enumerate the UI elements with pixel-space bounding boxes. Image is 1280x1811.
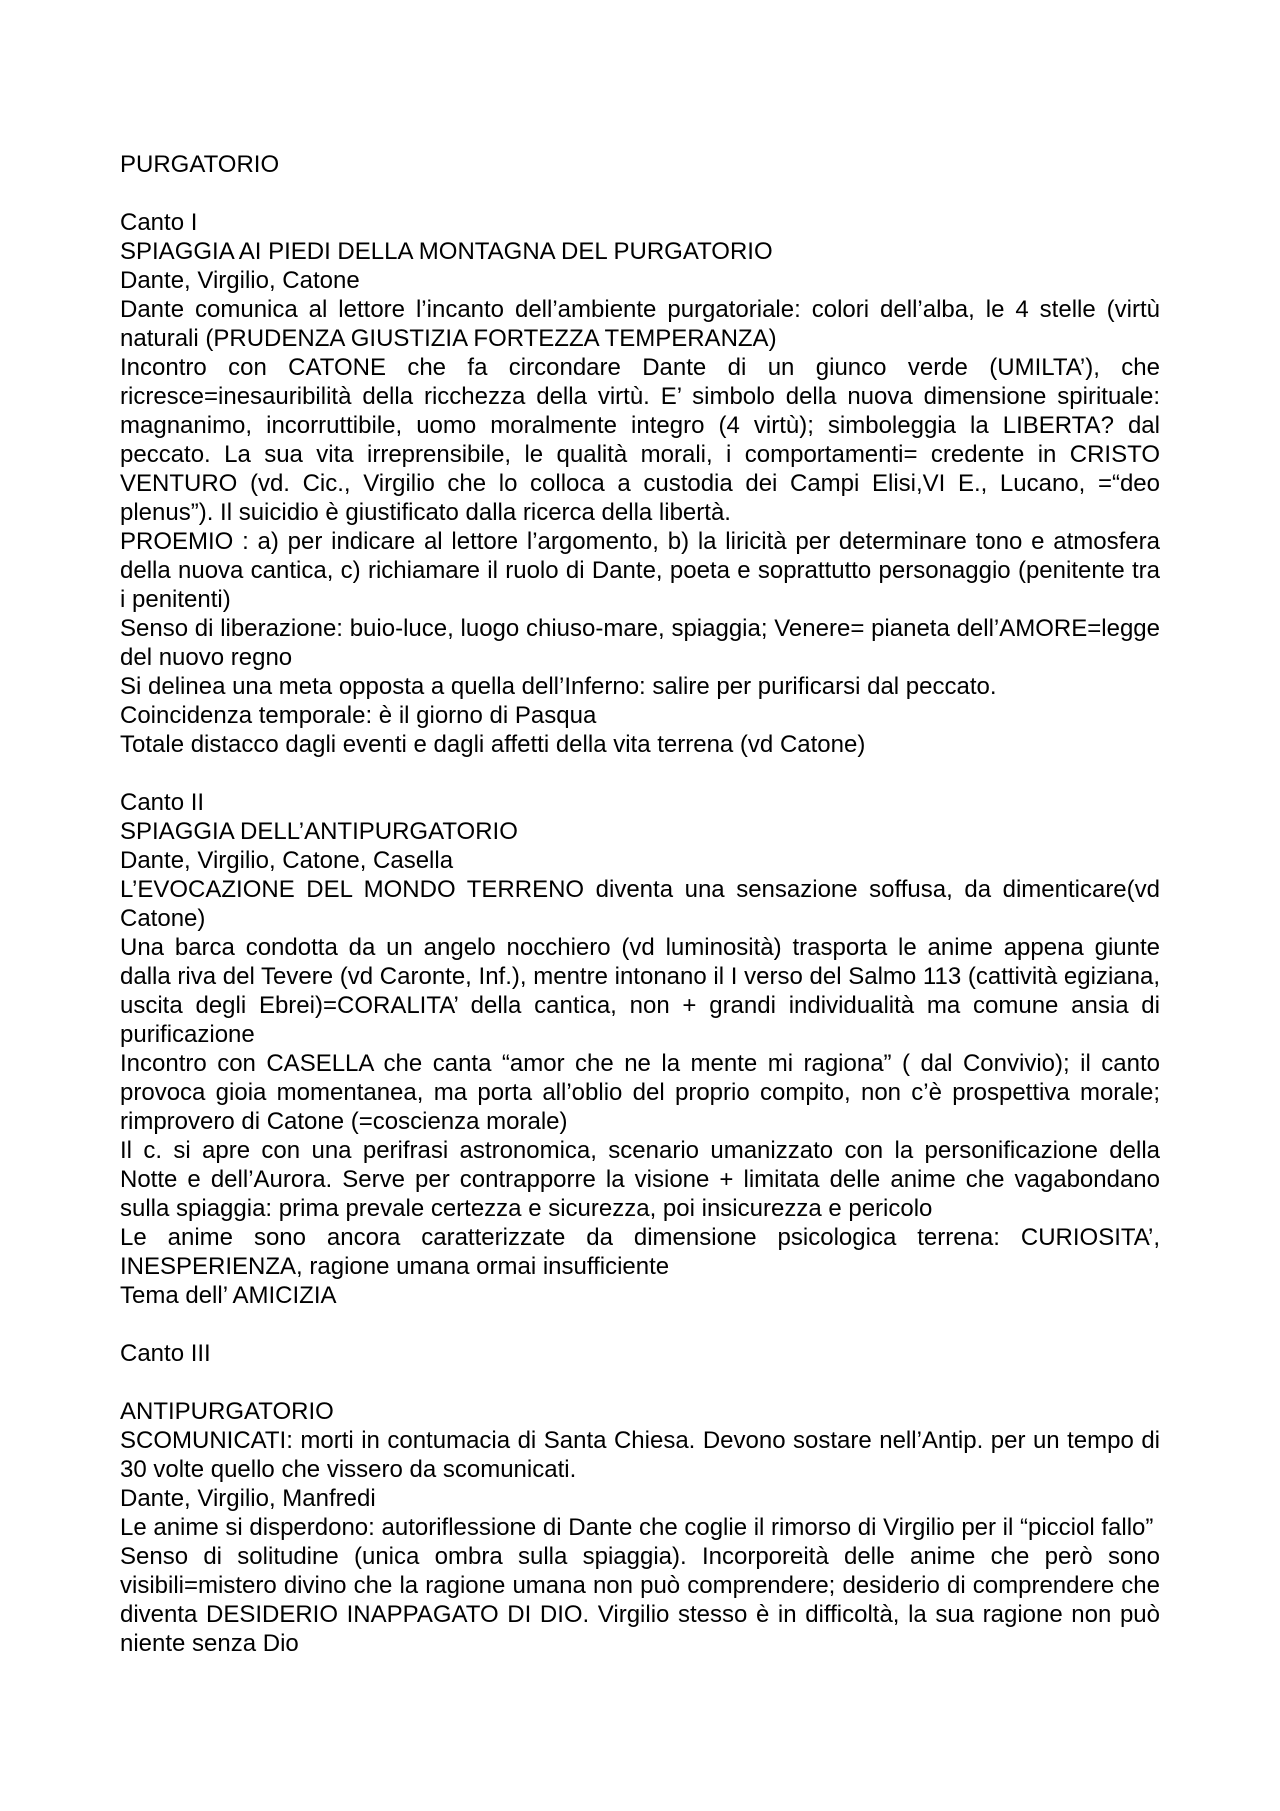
canto-1-paragraph: Senso di liberazione: buio-luce, luogo chiuso-mare, spiaggia; Venere= pianeta dell’AMORE=legge del nuovo regno	[120, 615, 1160, 671]
canto-1-heading: Canto I	[120, 209, 198, 236]
canto-2-paragraph: Le anime sono ancora caratterizzate da dimensione psicologica terrena: CURIOSITA’, INESPERIENZA, ragione umana ormai insufficiente	[120, 1224, 1160, 1280]
canto-2-paragraph: Tema dell’ AMICIZIA	[120, 1282, 337, 1309]
canto-1-paragraph: Incontro con CATONE che fa circondare Dante di un giunco verde (UMILTA’), che ricresce=inesauribilità della ricchezza della virtù. E’ simbolo della nuova dimensione spirituale: magnanimo, incorruttibile, uomo moralmente integro (4 virtù); simboleggia la LIBERTA? dal peccato. La sua vita irreprensibile, le qualità morali, i comportamenti= credente in CRISTO VENTURO (vd. Cic., Virgilio che lo colloca a custodia dei Campi Elisi,VI E., Lucano, =“deo plenus”). Il suicidio è giustificato dalla ricerca della libertà.	[120, 354, 1160, 526]
canto-2-paragraph: Incontro con CASELLA che canta “amor che ne la mente mi ragiona” ( dal Convivio); il canto provoca gioia momentanea, ma porta all’oblio del proprio compito, non c’è prospettiva morale; rimprovero di Catone (=coscienza morale)	[120, 1050, 1160, 1135]
spacer	[120, 179, 1160, 208]
canto-1-location: SPIAGGIA AI PIEDI DELLA MONTAGNA DEL PURGATORIO	[120, 238, 773, 265]
canto-2-characters: Dante, Virgilio, Catone, Casella	[120, 847, 454, 874]
spacer	[120, 759, 1160, 788]
spacer	[120, 1368, 1160, 1397]
canto-2-paragraph: Il c. si apre con una perifrasi astronomica, scenario umanizzato con la personificazione della Notte e dell’Aurora. Serve per contrapporre la visione + limitata delle anime che vagabondano sulla spiaggia: prima prevale certezza e sicurezza, poi insicurezza e pericolo	[120, 1137, 1160, 1222]
canto-1-characters: Dante, Virgilio, Catone	[120, 267, 360, 294]
canto-3-location: ANTIPURGATORIO	[120, 1398, 334, 1425]
canto-3-paragraph: Senso di solitudine (unica ombra sulla spiaggia). Incorporeità delle anime che però sono visibili=mistero divino che la ragione umana non può comprendere; desiderio di comprendere che diventa DESIDERIO INAPPAGATO DI DIO. Virgilio stesso è in difficoltà, la sua ragione non può niente senza Dio	[120, 1543, 1160, 1657]
canto-1-paragraph: PROEMIO : a) per indicare al lettore l’argomento, b) la liricità per determinare tono e atmosfera della nuova cantica, c) richiamare il ruolo di Dante, poeta e soprattutto personaggio (penitente tra i penitenti)	[120, 528, 1160, 613]
canto-2-paragraph: L’EVOCAZIONE DEL MONDO TERRENO diventa una sensazione soffusa, da dimenticare(vd Catone)	[120, 876, 1160, 932]
canto-3-characters: Dante, Virgilio, Manfredi	[120, 1485, 376, 1512]
canto-3-paragraph: Le anime si disperdono: autoriflessione di Dante che coglie il rimorso di Virgilio per il “picciol fallo”	[120, 1514, 1154, 1541]
document-page	[120, 150, 1160, 1658]
canto-2-paragraph: Una barca condotta da un angelo nocchiero (vd luminosità) trasporta le anime appena giunte dalla riva del Tevere (vd Caronte, Inf.), mentre intonano il I verso del Salmo 113 (cattività egiziana, uscita degli Ebrei)=CORALITA’ della cantica, non + grandi individualità ma comune ansia di purificazione	[120, 934, 1160, 1048]
canto-2-heading: Canto II	[120, 789, 205, 816]
spacer	[120, 1310, 1160, 1339]
canto-1-paragraph: Coincidenza temporale: è il giorno di Pasqua	[120, 702, 597, 729]
canto-1-paragraph: Dante comunica al lettore l’incanto dell’ambiente purgatoriale: colori dell’alba, le 4 stelle (virtù naturali (PRUDENZA GIUSTIZIA FORTEZZA TEMPERANZA)	[120, 296, 1160, 352]
canto-2-location: SPIAGGIA DELL’ANTIPURGATORIO	[120, 818, 518, 845]
canto-3-heading: Canto III	[120, 1340, 211, 1367]
document-title: PURGATORIO	[120, 151, 280, 178]
canto-1-paragraph: Si delinea una meta opposta a quella dell’Inferno: salire per purificarsi dal peccato.	[120, 673, 997, 700]
canto-1-paragraph: Totale distacco dagli eventi e dagli affetti della vita terrena (vd Catone)	[120, 731, 866, 758]
canto-3-paragraph: SCOMUNICATI: morti in contumacia di Santa Chiesa. Devono sostare nell’Antip. per un tempo di 30 volte quello che vissero da scomunicati.	[120, 1427, 1160, 1483]
